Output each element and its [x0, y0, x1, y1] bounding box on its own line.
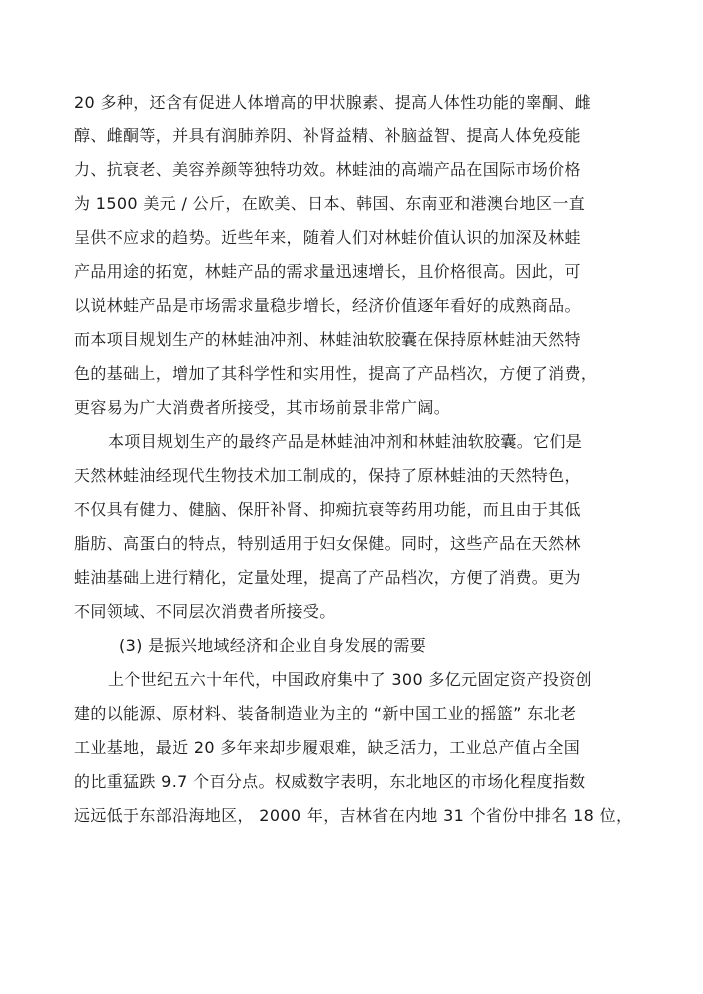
paragraph-line: 脂肪、高蛋白的特点，特别适用于妇女保健。同时，这些产品在天然林 — [74, 534, 581, 553]
paragraph-line: 醇、雌酮等，并具有润肺养阴、补肾益精、补脑益智、提高人体免疫能 — [74, 126, 581, 145]
paragraph-line: 天然林蛙油经现代生物技术加工制成的，保持了原林蛙油的天然特色， — [74, 466, 581, 485]
paragraph-line: 力、抗衰老、美容养颜等独特功效。林蛙油的高端产品在国际市场价格 — [74, 160, 581, 179]
section-heading: (3) 是振兴地域经济和企业自身发展的需要 — [119, 636, 427, 655]
paragraph-line: 而本项目规划生产的林蛙油冲剂、林蛙油软胶囊在保持原林蛙油天然特 — [74, 330, 581, 349]
paragraph-line: 更容易为广大消费者所接受，其市场前景非常广阔。 — [74, 398, 451, 417]
paragraph-line: 上个世纪五六十年代，中国政府集中了 300 多亿元固定资产投资创 — [108, 670, 592, 689]
paragraph-line: 产品用途的拓宽，林蛙产品的需求量迅速增长，且价格很高。因此，可 — [74, 262, 581, 281]
paragraph-line: 呈供不应求的趋势。近些年来，随着人们对林蛙价值认识的加深及林蛙 — [74, 228, 581, 247]
paragraph-line: 20 多种，还含有促进人体增高的甲状腺素、提高人体性功能的睾酮、雌 — [74, 93, 591, 112]
paragraph-line: 本项目规划生产的最终产品是林蛙油冲剂和林蛙油软胶囊。它们是 — [108, 432, 583, 451]
paragraph-line: 工业基地，最近 20 多年来却步履艰难，缺乏活力，工业总产值占全国 — [74, 738, 581, 757]
paragraph-line: 不仅具有健力、健脑、保肝补肾、抑痴抗衰等药用功能，而且由于其低 — [74, 500, 581, 519]
paragraph-line: 为 1500 美元 / 公斤，在欧美、日本、韩国、东南亚和港澳台地区一直 — [74, 194, 586, 213]
paragraph-line: 蛙油基础上进行精化，定量处理，提高了产品档次，方便了消费。更为 — [74, 568, 581, 587]
paragraph-line: 建的以能源、原材料、装备制造业为主的 “新中国工业的摇篮” 东北老 — [74, 704, 577, 723]
paragraph-line: 色的基础上，增加了其科学性和实用性，提高了产品档次，方便了消费， — [74, 364, 598, 383]
paragraph-line: 的比重猛跌 9.7 个百分点。权威数字表明，东北地区的市场化程度指数 — [74, 772, 586, 791]
paragraph-line: 以说林蛙产品是市场需求量稳步增长，经济价值逐年看好的成熟商品。 — [74, 296, 581, 315]
paragraph-line: 不同领域、不同层次消费者所接受。 — [74, 602, 336, 621]
paragraph-line: 远远低于东部沿海地区， 2000 年，吉林省在内地 31 个省份中排名 18 位， — [74, 806, 633, 825]
